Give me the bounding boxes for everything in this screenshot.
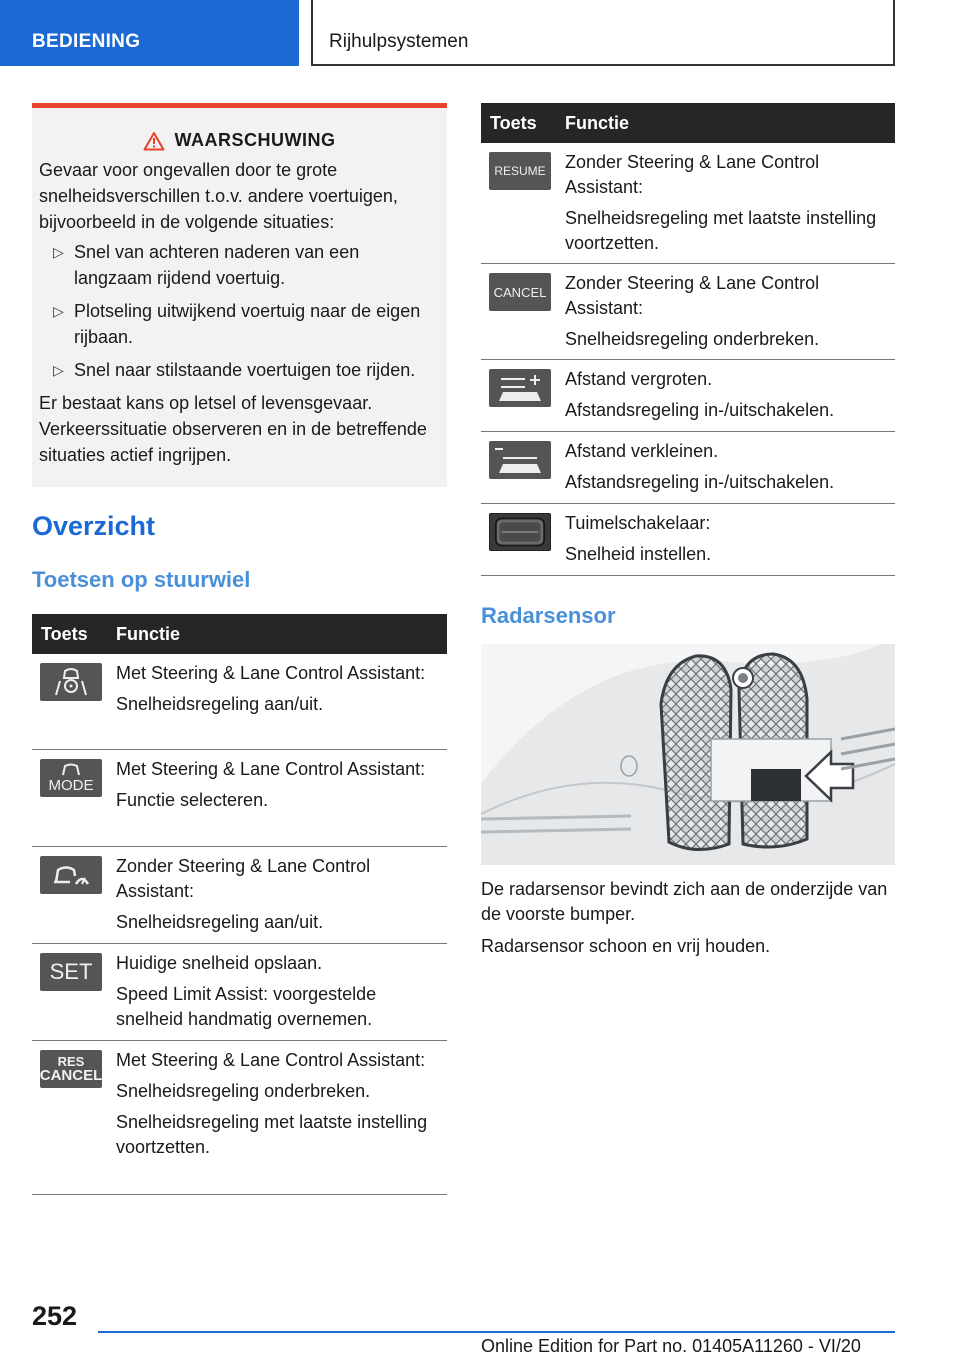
function-text: Afstandsregeling in-/uitschakelen. <box>565 400 835 420</box>
edition-label: Online Edition for Part no. 01405A11260 - VI/20 <box>481 1336 861 1356</box>
function-text: Tuimelschakelaar: <box>565 513 711 533</box>
footer-rule <box>98 1331 895 1333</box>
column-header-button: Toets <box>490 113 537 133</box>
function-text: Snelheidsregeling aan/uit. <box>116 694 324 714</box>
warning-intro: Gevaar voor ongevallen door te grote snelheidsverschillen t.o.v. andere voertuigen, bijvoorbeeld in de volgende situaties: <box>39 160 398 232</box>
table-row <box>481 360 895 432</box>
function-text: Speed Limit Assist: voorgestelde snelheid handmatig overnemen. <box>116 984 377 1029</box>
res-cancel-button-icon: RES CANCEL <box>40 1050 102 1088</box>
column-header-button: Toets <box>41 624 88 644</box>
radar-paragraph: Radarsensor schoon en vrij houden. <box>481 936 771 956</box>
rocker-switch-icon <box>489 513 551 551</box>
warning-bullet: ▷ Plotseling uitwijkend voertuig naar de eigen rijbaan. <box>39 298 439 350</box>
radar-heading: Radarsensor <box>481 603 616 628</box>
function-text: Snelheidsregeling met laatste instelling voortzetten. <box>565 208 877 253</box>
table-header <box>481 103 895 143</box>
bullet-triangle-icon: ▷ <box>53 244 64 260</box>
table-row <box>32 847 447 944</box>
table-row <box>481 264 895 360</box>
table-row <box>32 944 447 1041</box>
page-number: 252 <box>32 1301 78 1331</box>
function-text: Zonder Steering & Lane Control Assistant: <box>116 856 371 901</box>
distance-increase-icon <box>489 369 551 407</box>
table-row <box>481 504 895 576</box>
function-text: Snelheidsregeling met laatste instelling voortzetten. <box>116 1112 428 1157</box>
table-header <box>32 614 447 654</box>
bullet-triangle-icon: ▷ <box>53 362 64 378</box>
table-row <box>32 1041 447 1195</box>
mode-button-icon: MODE <box>40 759 102 797</box>
steering-buttons-heading: Toetsen op stuurwiel <box>32 567 251 592</box>
table-row <box>481 432 895 504</box>
warning-bullet: ▷ Snel naar stilstaande voertuigen toe rijden. <box>39 357 439 383</box>
function-text: Snelheid instellen. <box>565 544 712 564</box>
chapter-tab <box>311 0 895 66</box>
warning-list <box>39 239 439 383</box>
warning-outro: Er bestaat kans op letsel of levensgevaar. Verkeerssituatie observeren en in de betreffende situaties actief ingrijpen. <box>39 393 427 465</box>
function-text: Zonder Steering & Lane Control Assistant: <box>565 273 820 318</box>
chapter-label: Rijhulpsystemen <box>329 31 469 52</box>
distance-decrease-icon <box>489 441 551 479</box>
steering-buttons-table-continued <box>481 103 895 576</box>
overview-heading: Overzicht <box>32 511 156 541</box>
warning-box <box>32 103 447 487</box>
function-text: Met Steering & Lane Control Assistant: <box>116 663 426 683</box>
function-text: Met Steering & Lane Control Assistant: <box>116 759 426 779</box>
warning-heading <box>39 130 439 151</box>
table-row <box>32 750 447 847</box>
function-text: Afstandsregeling in-/uitschakelen. <box>565 472 835 492</box>
steering-buttons-table <box>32 614 447 1195</box>
radar-sensor-illustration <box>481 644 895 865</box>
set-button-icon: SET <box>40 953 102 991</box>
function-text: Afstand verkleinen. <box>565 441 719 461</box>
warning-title: WAARSCHUWING <box>174 130 336 150</box>
function-text: Snelheidsregeling onderbreken. <box>565 329 820 349</box>
table-row <box>481 143 895 264</box>
resume-button-icon: RESUME <box>489 152 551 190</box>
page-header <box>0 0 960 66</box>
function-text: Met Steering & Lane Control Assistant: <box>116 1050 426 1070</box>
cancel-button-icon: CANCEL <box>489 273 551 311</box>
function-text: Functie selecteren. <box>116 790 269 810</box>
function-text: Zonder Steering & Lane Control Assistant: <box>565 152 820 197</box>
warning-bullet: ▷ Snel van achteren naderen van een langzaam rijdend voertuig. <box>39 239 439 291</box>
warning-triangle-icon <box>143 131 165 151</box>
function-text: Huidige snelheid opslaan. <box>116 953 323 973</box>
radar-paragraph: De radarsensor bevindt zich aan de onderzijde van de voorste bumper. <box>481 879 888 924</box>
function-text: Snelheidsregeling onderbreken. <box>116 1081 371 1101</box>
column-header-function: Functie <box>116 624 181 644</box>
column-header-function: Functie <box>565 113 630 133</box>
section-tab <box>0 0 299 66</box>
function-text: Afstand vergroten. <box>565 369 713 389</box>
function-text: Snelheidsregeling aan/uit. <box>116 912 324 932</box>
section-label: BEDIENING <box>32 31 141 52</box>
bullet-triangle-icon: ▷ <box>53 303 64 319</box>
steering-assist-icon <box>40 663 102 701</box>
cruise-control-icon <box>40 856 102 894</box>
table-row <box>32 654 447 750</box>
